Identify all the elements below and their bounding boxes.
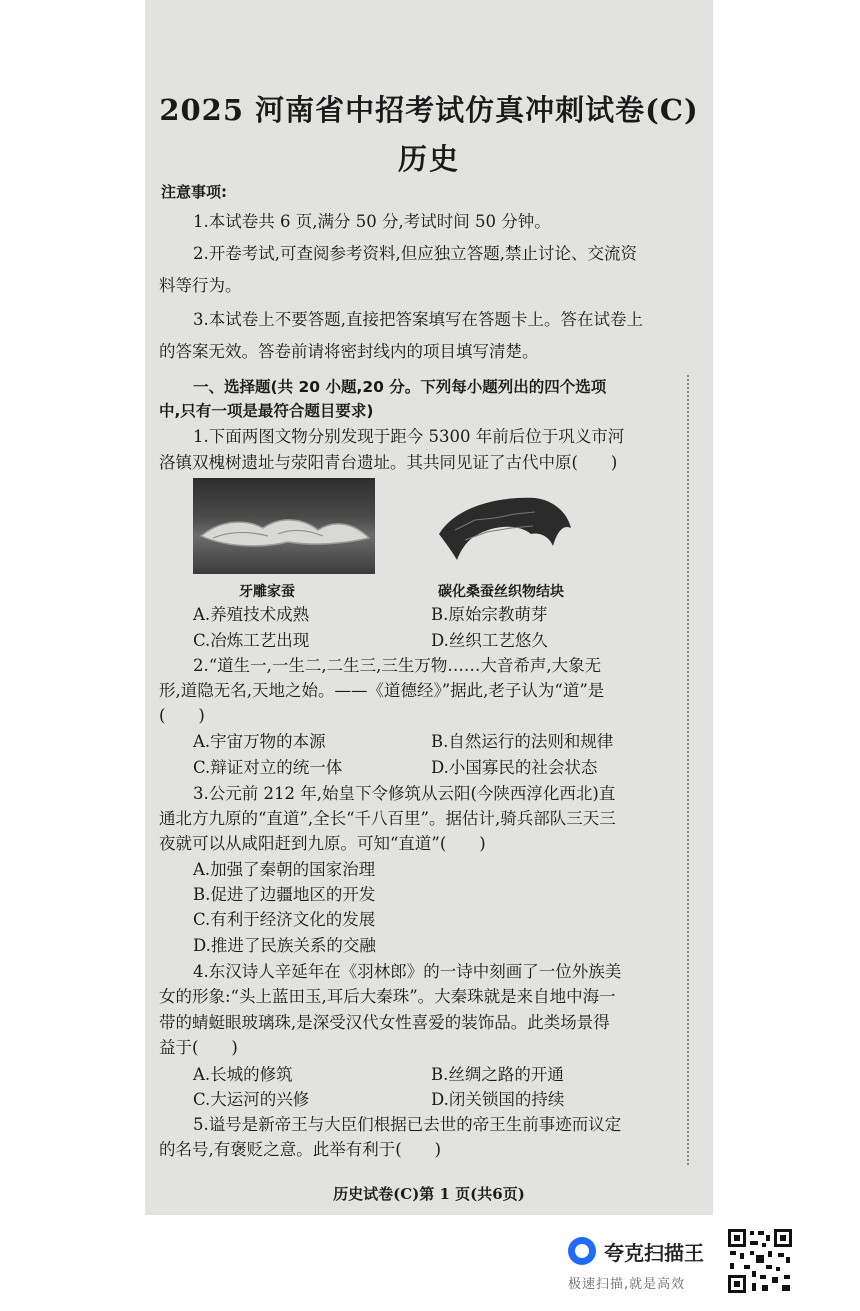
- seal-line: [687, 375, 689, 1165]
- q2-option-c: C.辩证对立的统一体: [193, 758, 343, 777]
- notice-line-5: 的答案无效。答卷前请将密封线内的项目填写清楚。: [159, 342, 539, 361]
- q3-option-d: D.推进了民族关系的交融: [193, 936, 376, 955]
- q2-option-a: A.宇宙万物的本源: [193, 732, 326, 751]
- q2-option-b: B.自然运行的法则和规律: [431, 732, 614, 751]
- q4-option-a: A.长城的修筑: [193, 1065, 293, 1084]
- q1-stem-1: 1.下面两图文物分别发现于距今 5300 年前后位于巩义市河: [193, 427, 625, 446]
- q2-stem-2: 形,道隐无名,天地之始。——《道德经》”据此,老子认为“道”是: [159, 681, 605, 700]
- q2-stem-1: 2.“道生一,一生二,二生三,三生万物……大音希声,大象无: [193, 656, 602, 675]
- q3-stem-1: 3.公元前 212 年,始皇下令修筑从云阳(今陕西淳化西北)直: [193, 784, 616, 803]
- q3-option-a: A.加强了秦朝的国家治理: [193, 860, 376, 879]
- q3-stem-3: 夜就可以从咸阳赶到九原。可知“直道”( ): [159, 834, 486, 853]
- caption-ivory-silkworm: 牙雕家蚕: [239, 584, 295, 600]
- exam-page: [145, 0, 713, 1215]
- section-heading-2: 中,只有一项是最符合题目要求): [159, 402, 374, 420]
- q1-option-a: A.养殖技术成熟: [193, 605, 310, 624]
- qr-code-icon: [726, 1227, 794, 1295]
- q4-stem-4: 益于( ): [159, 1038, 238, 1057]
- q2-option-d: D.小国寡民的社会状态: [431, 758, 598, 777]
- notice-line-1: 1.本试卷共 6 页,满分 50 分,考试时间 50 分钟。: [193, 212, 551, 231]
- section-heading-1: 一、选择题(共 20 小题,20 分。下列每小题列出的四个选项: [193, 378, 607, 396]
- notice-line-3: 料等行为。: [159, 276, 242, 295]
- q4-stem-2: 女的形象:“头上蓝田玉,耳后大秦珠”。大秦珠就是来自地中海一: [159, 987, 616, 1006]
- silk-fabric-image: [435, 490, 575, 562]
- brand-name: 夸克扫描王: [604, 1241, 704, 1265]
- exam-title: 2025 河南省中招考试仿真冲刺试卷(C): [159, 93, 699, 127]
- q5-stem-1: 5.谥号是新帝王与大臣们根据已去世的帝王生前事迹而议定: [193, 1115, 622, 1134]
- ivory-silkworm-image: [193, 478, 375, 574]
- caption-silk-fabric: 碳化桑蚕丝织物结块: [438, 584, 564, 600]
- q3-stem-2: 通北方九原的“直道”,全长“千八百里”。据估计,骑兵部队三天三: [159, 809, 616, 828]
- q1-option-d: D.丝织工艺悠久: [431, 631, 548, 650]
- q2-stem-3: ( ): [159, 706, 205, 725]
- q4-option-b: B.丝绸之路的开通: [431, 1065, 564, 1084]
- notice-heading: 注意事项:: [161, 183, 227, 201]
- q4-stem-1: 4.东汉诗人辛延年在《羽林郎》的一诗中刻画了一位外族美: [193, 962, 622, 981]
- q1-option-c: C.冶炼工艺出现: [193, 631, 310, 650]
- q3-option-b: B.促进了边疆地区的开发: [193, 885, 376, 904]
- quark-logo-icon: [568, 1237, 596, 1265]
- q1-stem-2: 洛镇双槐树遗址与荥阳青台遗址。其共同见证了古代中原( ): [159, 453, 618, 472]
- brand-slogan: 极速扫描,就是高效: [568, 1277, 686, 1292]
- page-footer: 历史试卷(C)第 1 页(共6页): [333, 1185, 525, 1203]
- q5-stem-2: 的名号,有褒贬之意。此举有利于( ): [159, 1140, 442, 1159]
- q4-stem-3: 带的蜻蜓眼玻璃珠,是深受汉代女性喜爱的装饰品。此类场景得: [159, 1013, 610, 1032]
- notice-line-2: 2.开卷考试,可查阅参考资料,但应独立答题,禁止讨论、交流资: [193, 244, 637, 263]
- q4-option-c: C.大运河的兴修: [193, 1090, 310, 1109]
- q1-option-b: B.原始宗教萌芽: [431, 605, 548, 624]
- notice-line-4: 3.本试卷上不要答题,直接把答案填写在答题卡上。答在试卷上: [193, 310, 643, 329]
- q3-option-c: C.有利于经济文化的发展: [193, 910, 376, 929]
- q4-option-d: D.闭关锁国的持续: [431, 1090, 565, 1109]
- scanner-watermark: [568, 1233, 718, 1293]
- exam-subject: 历史: [397, 142, 460, 176]
